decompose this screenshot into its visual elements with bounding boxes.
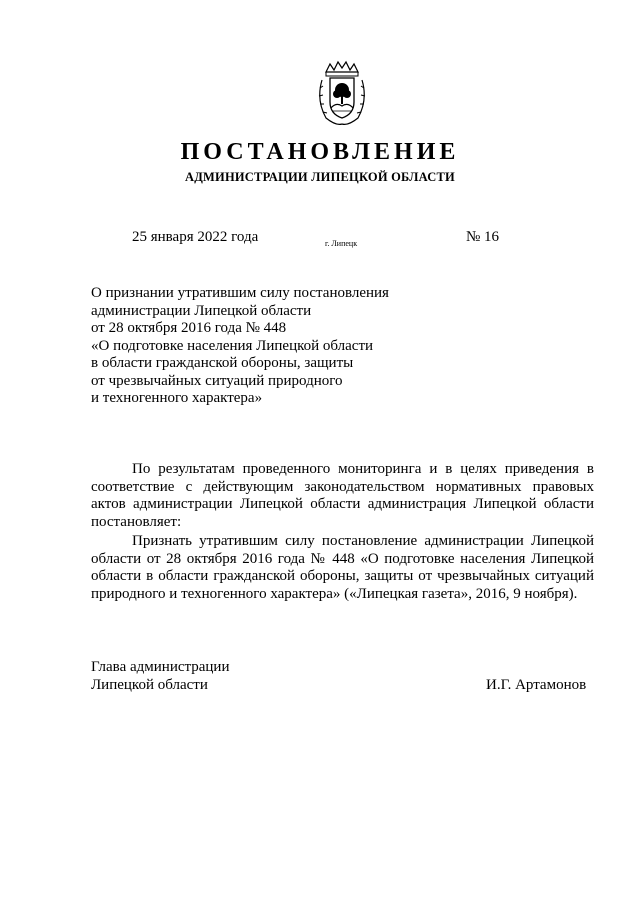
subject-line: в области гражданской обороны, защиты xyxy=(91,355,354,371)
subject-line: и техногенного характера» xyxy=(91,390,263,406)
document-subject xyxy=(91,285,421,408)
subject-line: О признании утратившим силу постановления xyxy=(91,285,389,301)
coat-of-arms-icon xyxy=(316,60,368,126)
subject-line: от 28 октября 2016 года № 448 xyxy=(91,320,287,336)
signatory-title xyxy=(91,659,229,694)
document-date: 25 января 2022 года xyxy=(132,229,259,245)
document-number: № 16 xyxy=(466,229,500,245)
body-paragraph: Признать утратившим силу постановление администрации Липецкой области от 28 октября 2016 года № 448 «О подготовке населения Липецкой области в области гражданской обороны, защиты от чрезвычайных ситуаций природного и техногенного характера» («Липецкая газета», 2016, 9 ноября). xyxy=(91,533,594,602)
subject-line: «О подготовке населения Липецкой области xyxy=(91,337,374,354)
document-type-title: ПОСТАНОВЛЕНИЕ xyxy=(180,139,460,165)
signatory-title-line: Липецкой области xyxy=(91,676,208,693)
signatory-name: И.Г. Артамонов xyxy=(486,677,587,693)
document-city: г. Липецк xyxy=(325,239,358,248)
body-paragraph: По результатам проведенного мониторинга и в целях приведения в соответствие с действующим законодательством нормативных правовых актов администрации Липецкой области администрация Липецкой области постановляет: xyxy=(91,461,594,530)
issuer-title: АДМИНИСТРАЦИИ ЛИПЕЦКОЙ ОБЛАСТИ xyxy=(185,170,455,184)
subject-line: от чрезвычайных ситуаций природного xyxy=(91,372,343,389)
subject-line: администрации Липецкой области xyxy=(91,302,312,319)
signatory-title-line: Глава администрации xyxy=(91,659,230,675)
document-body xyxy=(91,461,594,605)
